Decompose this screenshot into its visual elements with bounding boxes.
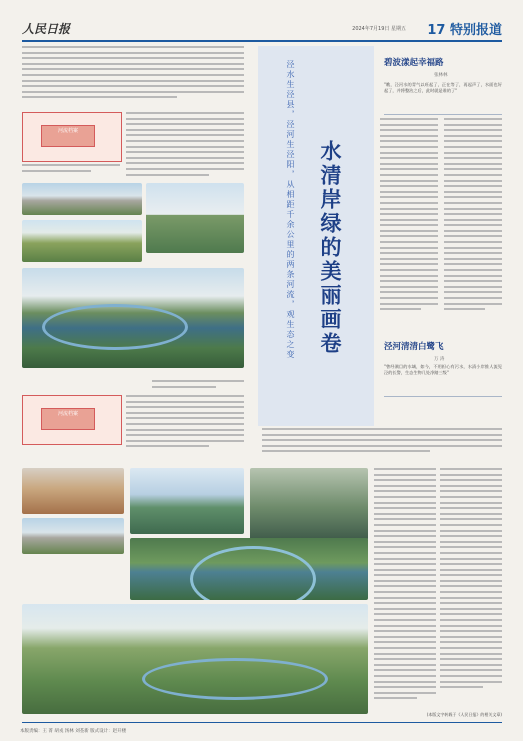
page-footer-rule bbox=[22, 722, 502, 723]
page-footer-credits: 本版责编：王 菁 胡戎 汤林 刘荃新 版式设计：赵开楼 bbox=[20, 729, 127, 734]
photo-mountain-village bbox=[146, 183, 244, 253]
article-1-title: 碧波漾起幸福路 bbox=[384, 58, 444, 68]
article-1-body-left bbox=[380, 118, 438, 318]
page-header bbox=[22, 18, 502, 42]
photo-lake-mountains bbox=[130, 468, 244, 534]
article-1-lead: "瞧，泾河水的青气以旺起了，正在等了，再起声了，水面也好起了，并将整治之后，此时就是谁的了" bbox=[384, 82, 502, 93]
article-2-body-right bbox=[440, 468, 502, 714]
article-1-author: 张林林 bbox=[434, 73, 448, 78]
badge-label-2: 河流档案 bbox=[41, 408, 95, 430]
photo-river-plain-aerial bbox=[22, 604, 368, 714]
intro-text-block bbox=[22, 46, 244, 106]
river-profile-text-2 bbox=[126, 395, 244, 455]
photo-riverside-town bbox=[22, 183, 142, 215]
newspaper-logo: 人民日报 bbox=[22, 22, 71, 36]
issue-date: 2024年7月19日 星期五 bbox=[352, 26, 406, 32]
editor-note: (本版文字转载于《人民日报》的相关文章) bbox=[426, 712, 502, 717]
title-panel-caption bbox=[262, 428, 502, 458]
photo-egrets bbox=[250, 468, 368, 540]
photo-river-valley bbox=[130, 538, 368, 600]
article-2-rule bbox=[384, 396, 502, 397]
river-profile-text-1 bbox=[22, 164, 120, 178]
page-section: 17 特别报道 bbox=[427, 23, 502, 38]
photo-city-skyline bbox=[22, 220, 142, 262]
left-column-text-a bbox=[126, 112, 244, 184]
article-2-title: 泾河清清白鹭飞 bbox=[384, 342, 444, 352]
article-2-lead: "曾经满目的水域，如今，不用担心有污水，水清小岸推人流见泾的长警，生态生物几处净踏三级" bbox=[384, 364, 502, 375]
article-2-author: 万 涛 bbox=[434, 357, 445, 362]
article-2-body-left bbox=[374, 468, 436, 714]
river-profile-badge-1 bbox=[22, 112, 122, 162]
page-title: 水清岸绿的美丽画卷 bbox=[318, 140, 343, 356]
badge-label: 河流档案 bbox=[41, 125, 95, 147]
photo-river-bend bbox=[22, 268, 244, 368]
left-column-text-b bbox=[152, 380, 244, 392]
page-subtitle: 泾水生泾县，泾河生泾阳，从相距千余公里的两条河流，观生态之变 bbox=[286, 60, 295, 360]
photo-village-houses bbox=[22, 518, 124, 554]
article-1-rule bbox=[384, 114, 502, 115]
photo-excavator-site bbox=[22, 468, 124, 514]
river-profile-badge-2 bbox=[22, 395, 122, 445]
article-1-body-right bbox=[444, 118, 502, 318]
